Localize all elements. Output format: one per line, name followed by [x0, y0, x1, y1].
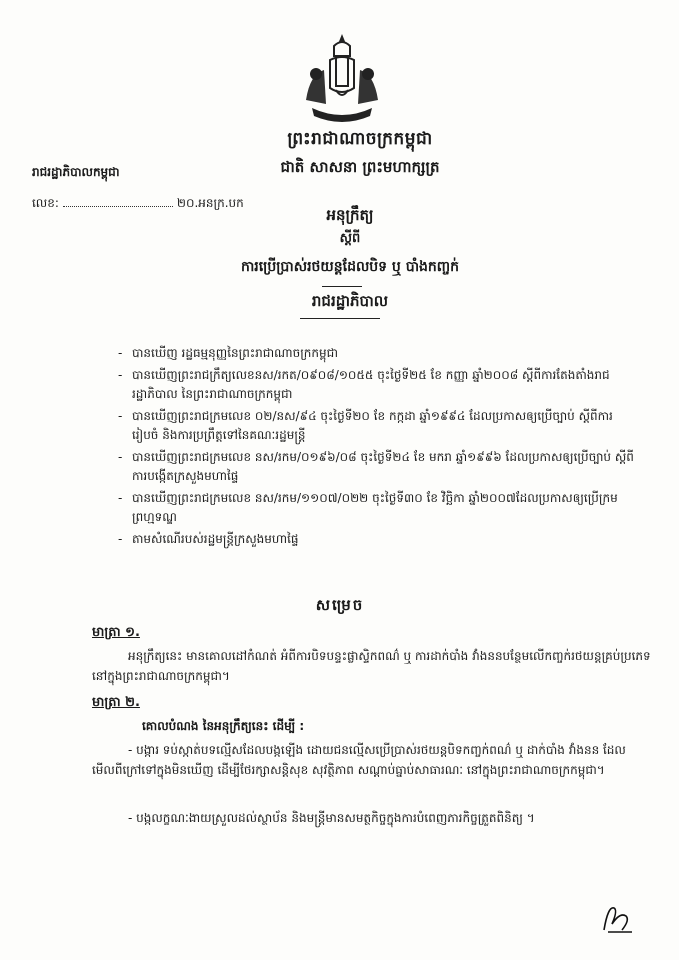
article-2-heading: មាត្រា ២.: [92, 695, 140, 710]
concerning-label: ស្តីពី: [339, 231, 361, 246]
divider: [322, 286, 362, 287]
article-2-point-1: - បង្ការ ទប់ស្កាត់បទល្មើសដែលបង្កឡើង ដោយជនល្មើសប្រើប្រាស់រថយន្តបិទកញ្ចក់ពណ៌ ឬ ដាក់បាំង វាំងនន ដែលមើលពីក្រៅទៅក្នុងមិនឃើញ ដើម្បីថែរក្សាសន្តិសុខ សុវត្ថិភាព សណ្តាប់ធ្នាប់សាធារណៈ នៅក្នុងព្រះរាជាណាចក្រកម្ពុជា។: [92, 743, 626, 777]
reference-suffix: ២០.អនក្រ.បក: [176, 196, 244, 210]
initials-signature-icon: [598, 900, 638, 936]
consideration-item: - បានឃើញព្រះរាជក្រមលេខ នស/រកម/១១០៧/០២២ ចុះថ្ងៃទី៣០ ខែ វិច្ឆិកា ឆ្នាំ២០០៧ដែលប្រកាសឲ្យប្រើក្រមព្រហ្មទណ្ឌ: [118, 489, 638, 527]
royal-coat-of-arms-icon: [296, 30, 388, 126]
consideration-item: - បានឃើញព្រះរាជក្រឹត្យលេខនស/រកត/០៩០៨/១០៥៥ ចុះថ្ងៃទី២៥ ខែ កញ្ញា ឆ្នាំ២០០៨ ស្តីពីការតែងតាំងរាជរដ្ឋាភិបាល នៃព្រះរាជាណាចក្រកម្ពុជា: [118, 366, 638, 404]
consideration-item: - បានឃើញ រដ្ឋធម្មនុញ្ញនៃព្រះរាជាណាចក្រកម្ពុជា: [118, 344, 638, 363]
consideration-item: - បានឃើញព្រះរាជក្រមលេខ នស/រកម/០១៩៦/០៨ ចុះថ្ងៃទី២៤ ខែ មករា ឆ្នាំ១៩៩៦ ដែលប្រកាសឲ្យប្រើច្បាប់ ស្តីពីការបង្កើតក្រសួងមហាផ្ទៃ: [118, 448, 638, 486]
issuing-body: រាជរដ្ឋាភិបាលកម្ពុជា: [32, 165, 120, 179]
decision-heading: សម្រេច: [315, 596, 365, 614]
national-motto: ជាតិ សាសនា ព្រះមហាក្សត្រ: [280, 158, 440, 176]
article-2-intro: គោលបំណង នៃអនុក្រឹត្យនេះ ដើម្បី :: [142, 719, 305, 733]
authority-heading: រាជរដ្ឋាភិបាល: [311, 292, 389, 310]
considerations-list: [118, 344, 638, 552]
article-2-point-2: - បង្កលក្ខណៈងាយស្រួលដល់ស្ថាប័ន និងមន្ត្រីមានសមត្ថកិច្ចក្នុងការបំពេញភារកិច្ចត្រួតពិនិត្យ ។: [128, 811, 535, 825]
document-type: អនុក្រឹត្យ: [326, 206, 374, 224]
reference-label: លេខ:: [32, 196, 59, 210]
article-1-text: អនុក្រឹត្យនេះ មានគោលដៅកំណត់ អំពីការបិទបន្ទះផ្លាស្ទិកពណ៌ ឬ ការដាក់បាំង វាំងននបន្ថែមលើកញ្ចក់រថយន្តគ្រប់ប្រភេទ នៅក្នុងព្រះរាជាណាចក្រកម្ពុជា។: [92, 649, 651, 683]
article-1-heading: មាត្រា ១.: [92, 625, 140, 640]
reference-dotted-line: [63, 206, 173, 207]
decree-subject: ការប្រើប្រាស់រថយន្តដែលបិទ ឬ បាំងកញ្ចក់: [240, 259, 460, 275]
kingdom-heading: ព្រះរាជាណាចក្រកម្ពុជា: [287, 129, 433, 149]
consideration-item: - តាមសំណើរបស់រដ្ឋមន្ត្រីក្រសួងមហាផ្ទៃ: [118, 530, 638, 549]
divider: [300, 318, 380, 319]
consideration-item: - បានឃើញព្រះរាជក្រមលេខ ០២/នស/៩៤ ចុះថ្ងៃទី២០ ខែ កក្កដា ឆ្នាំ១៩៩៤ ដែលប្រកាសឲ្យប្រើច្បាប់ ស្តីពីការរៀបចំ និងការប្រព្រឹត្តទៅនៃគណៈរដ្ឋមន្ត្រី: [118, 407, 638, 445]
